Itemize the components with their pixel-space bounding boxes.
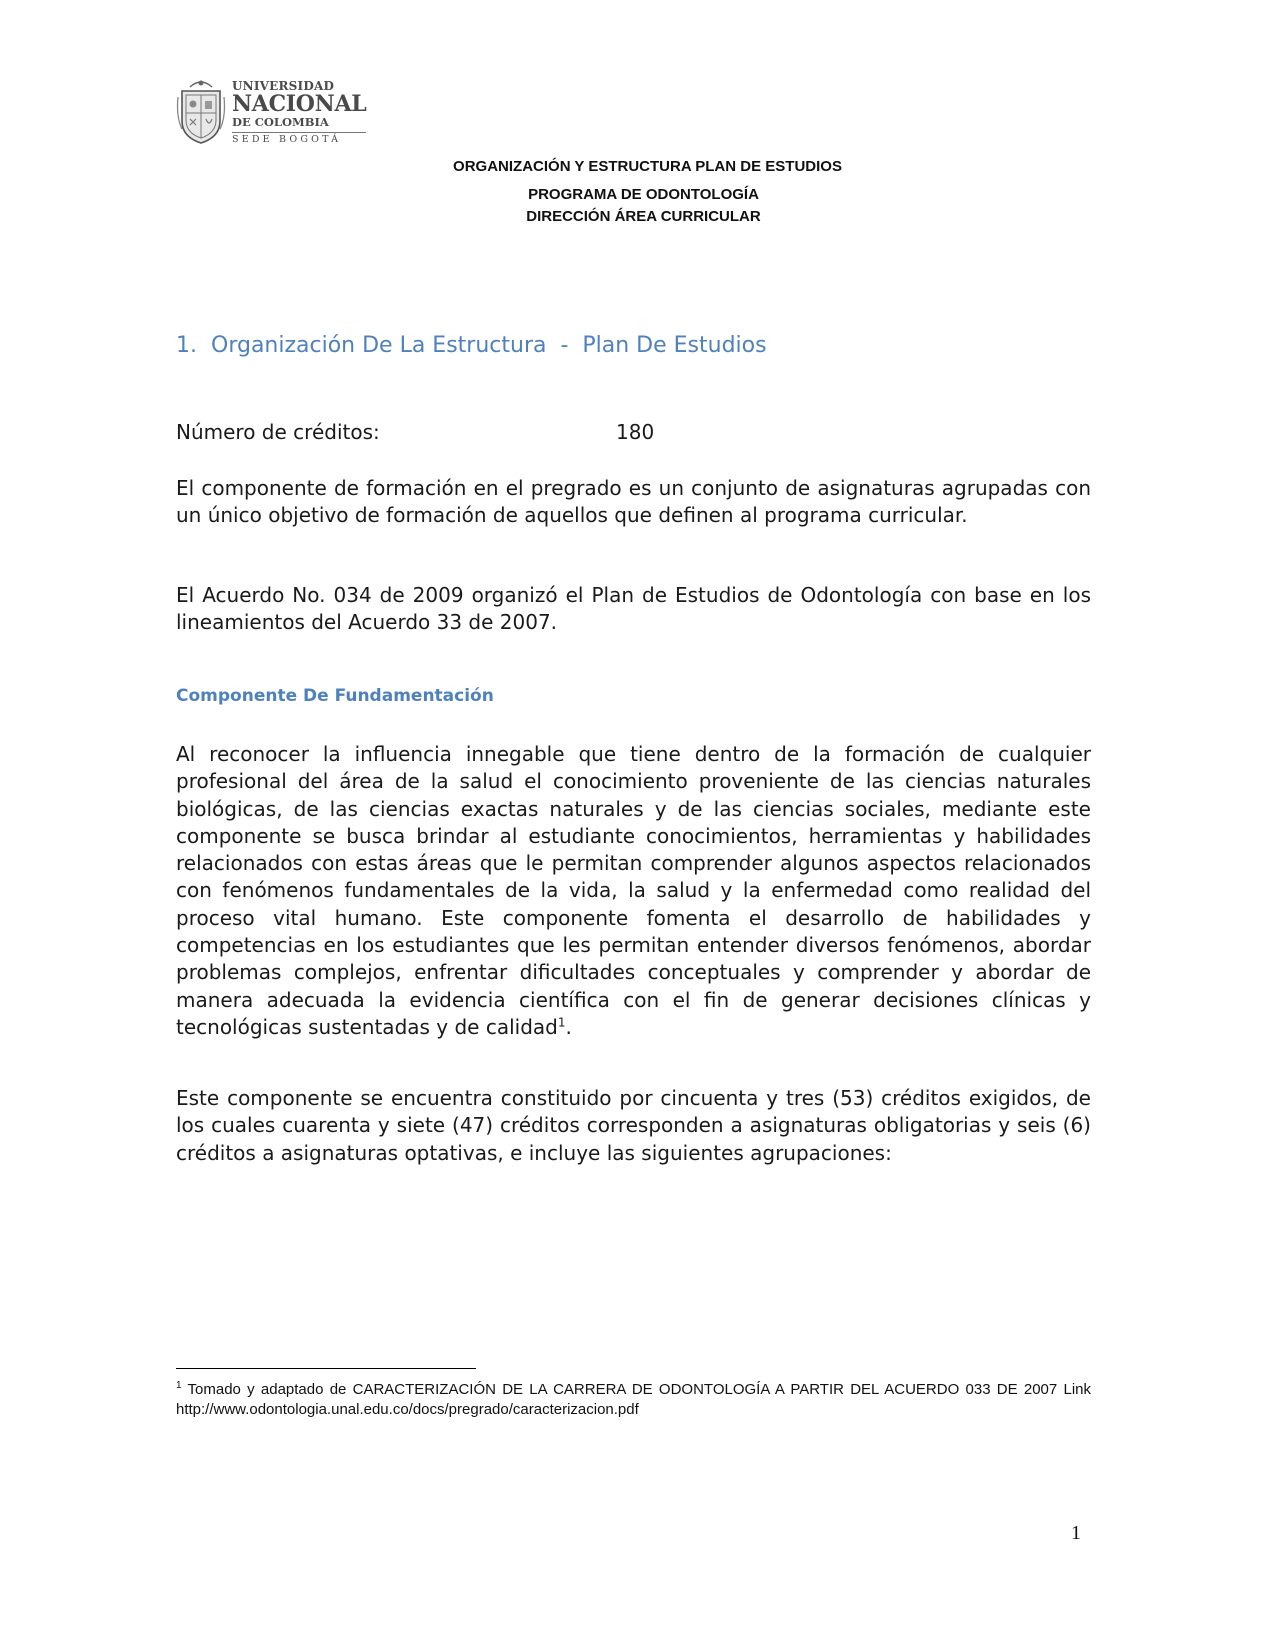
paragraph-acuerdo: El Acuerdo No. 034 de 2009 organizó el Plan de Estudios de Odontología con base en los lineamientos del Acuerdo 33 de 2007.: [176, 583, 1091, 635]
university-logo: [176, 72, 366, 152]
logo-text-nacional: NACIONAL: [232, 90, 367, 117]
paragraph-component-definition: El componente de formación en el pregrado es un conjunto de asignaturas agrupadas con un único objetivo de formación de aquellos que definen al programa curricular.: [176, 476, 1091, 528]
document-header-program: PROGRAMA DE ODONTOLOGÍA: [528, 186, 759, 203]
paragraph-credits-breakdown: Este componente se encuentra constituido por cincuenta y tres (53) créditos exigidos, de los cuales cuarenta y siete (47) créditos corresponden a asignaturas obligatorias y seis (6) créditos a asignaturas optativas, e incluye las siguientes agrupaciones:: [176, 1086, 1091, 1165]
section-title: Organización De La Estructura - Plan De Estudios: [211, 333, 767, 358]
paragraph-fundamentacion-end: .: [565, 1014, 572, 1039]
footnote-divider: [176, 1368, 476, 1369]
university-crest-icon: [176, 77, 226, 147]
subsection-heading: Componente De Fundamentación: [176, 686, 494, 706]
credits-row: [176, 420, 655, 444]
logo-text-universidad: UNIVERSIDAD: [232, 78, 335, 93]
section-heading: [176, 333, 767, 358]
section-number: 1.: [176, 333, 197, 358]
credits-label: Número de créditos:: [176, 420, 380, 444]
footnote-reference[interactable]: 1: [557, 1015, 566, 1030]
credits-value: 180: [616, 420, 655, 444]
logo-text-sede: SEDE BOGOTÁ: [232, 132, 366, 145]
logo-text-de-colombia: DE COLOMBIA: [232, 114, 329, 129]
document-header-title: ORGANIZACIÓN Y ESTRUCTURA PLAN DE ESTUDIOS: [453, 158, 842, 175]
logo-wordmark: [232, 80, 366, 145]
paragraph-fundamentacion-text: Al reconocer la influencia innegable que tiene dentro de la formación de cualquier profesional del área de la salud el conocimiento proveniente de las ciencias naturales biológicas, de las ciencias exactas naturales y de las ciencias sociales, mediante este componente se busca brindar al estudiante conocimientos, herramientas y habilidades relacionados con estas áreas que le permitan comprender algunos aspectos relacionados con fenómenos fundamentales de la vida, la salud y la enfermedad como realidad del proceso vital humano. Este componente fomenta el desarrollo de habilidades y competencias en los estudiantes que les permitan entender diversos fenómenos, abordar problemas complejos, enfrentar dificultades conceptuales y comprender y abordar de manera adecuada la evidencia científica con el fin de generar decisiones clínicas y tecnológicas sustentadas y de calidad: [176, 742, 1091, 1039]
document-header-direction: DIRECCIÓN ÁREA CURRICULAR: [526, 208, 761, 225]
footnote: [176, 1380, 1091, 1420]
footnote-text: Tomado y adaptado de CARACTERIZACIÓN DE LA CARRERA DE ODONTOLOGÍA A PARTIR DEL ACUERDO 033 DE 2007 Link http://www.odontologia.unal.edu.co/docs/pregrado/caracterizacion.pdf: [176, 1381, 1091, 1418]
footnote-marker: 1: [176, 1380, 182, 1391]
page-number: 1: [1071, 1522, 1081, 1544]
paragraph-fundamentacion: [176, 741, 1091, 1041]
